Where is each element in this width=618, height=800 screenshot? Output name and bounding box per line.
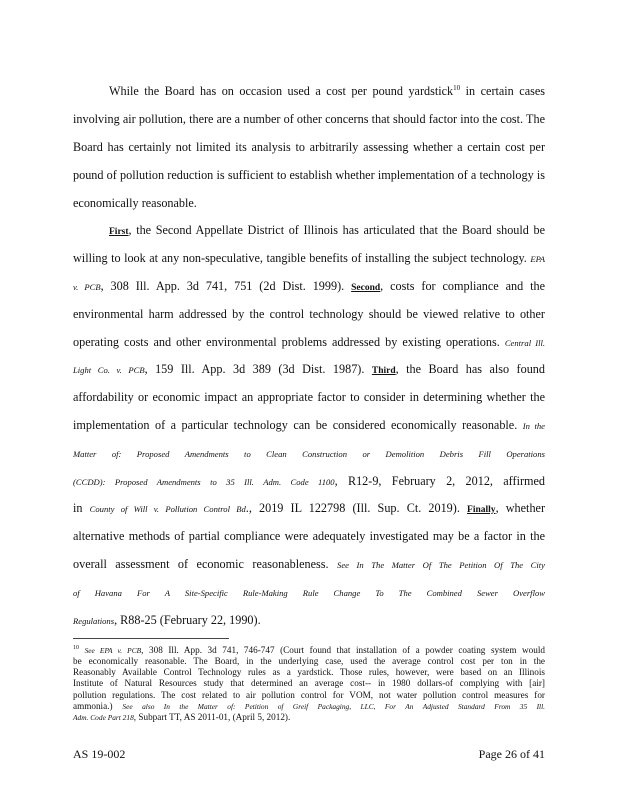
footnote-text: , 308 Ill. App. 3d 741, 746-747 (Court found that installation of a powder coating system would [141, 645, 546, 655]
body-text: overall assessment of economic reasonableness. [73, 557, 329, 571]
body-line [109, 223, 545, 239]
body-text: , whether [495, 501, 546, 515]
body-text: , the Second Appellate District of Illinois has articulated that the Board should be [128, 223, 545, 237]
case-citation: of Havana For A Site-Specific Rule-Making Rule Change To The Combined Sewer Overflow [73, 588, 545, 598]
footnote-line: Reasonably Available Control Technology rules as a yardstick. Those rules, however, were based on an Illinois [73, 667, 545, 677]
page-number: Page 26 of 41 [478, 747, 545, 761]
footnote-line [73, 645, 545, 656]
case-citation: In the [522, 421, 545, 431]
body-text: implementation of a particular technology can be considered economically reasonable. [73, 418, 518, 432]
body-line [73, 446, 545, 461]
body-line [73, 335, 545, 350]
body-text: , R12-9, February 2, 2012, affirmed [334, 474, 545, 488]
body-text: ., 2019 IL 122798 (Ill. Sup. Ct. 2019). [245, 501, 460, 515]
body-line: economically reasonable. [73, 196, 197, 210]
footnote-line: Institute of Natural Resources study that determined an average cost-- in 1980 dollars-of complying with [air] [73, 678, 545, 688]
docket-number: AS 19-002 [73, 747, 126, 761]
body-line: environmental harm addressed by the control technology should be viewed relative to other [73, 307, 545, 321]
body-text: , 159 Ill. App. 3d 389 (3d Dist. 1987). [144, 362, 365, 376]
case-citation: County of Will v. Pollution Control Bd [89, 504, 246, 514]
body-line [73, 585, 545, 600]
footnote-number: 10 [73, 644, 79, 651]
term-first: First [109, 227, 129, 237]
case-citation: Central Ill. [504, 338, 546, 348]
body-line [73, 279, 545, 295]
body-line: pound of pollution reduction is sufficient to establish whether implementation of a technology is [73, 168, 545, 182]
footnote-text: ammonia.) [73, 701, 113, 711]
body-line [73, 557, 545, 572]
body-line [73, 418, 545, 433]
body-text: While the Board has on occasion used a cost per pound yardstick [109, 84, 454, 98]
case-citation: v. PCB [73, 282, 101, 292]
body-line [73, 362, 545, 378]
case-citation: EPA [530, 254, 545, 264]
footnote-line [73, 701, 545, 712]
case-citation: See In The Matter Of The Petition Of The City [337, 560, 546, 570]
footnote-line: be economically reasonable. The Board, in the underlying case, used the average control cost per ton in the [73, 656, 545, 666]
footnote-text: , Subpart TT, AS 2011-01, (April 5, 2012). [133, 712, 291, 722]
body-line: alternative methods of partial compliance were adequately investigated may be a factor in the [73, 529, 545, 543]
body-line: affordability or economic impact an appropriate factor to consider in determining whether the [73, 390, 545, 404]
body-line [73, 501, 545, 517]
footnote-reference[interactable]: 10 [453, 83, 461, 92]
body-text: , costs for compliance and the [380, 279, 545, 293]
body-line [73, 251, 545, 266]
case-citation: (CCDD): Proposed Amendments to 35 Ill. Adm. Code 1100 [73, 477, 335, 487]
term-finally: Finally [467, 505, 496, 515]
term-third: Third [371, 366, 396, 376]
footnote-line [73, 712, 545, 723]
footnote-divider [73, 638, 229, 639]
body-text: , the Board has also found [395, 362, 545, 376]
body-line [73, 613, 545, 628]
body-text: in certain cases [460, 84, 545, 98]
body-line: involving air pollution, there are a number of other concerns that should factor into the cost. The [73, 112, 545, 126]
body-text: , 308 Ill. App. 3d 741, 751 (2d Dist. 1999). [100, 279, 345, 293]
case-citation: See EPA v. PCB [84, 646, 142, 655]
case-citation: Regulations [73, 616, 115, 626]
body-text: , R88-25 (February 22, 1990). [114, 613, 261, 627]
body-text: willing to look at any non-speculative, tangible benefits of installing the subject technology. [73, 251, 527, 265]
case-citation: Matter of: Proposed Amendments to Clean Construction or Demolition Debris Fill Operations [73, 449, 545, 459]
footnote-line: pollution regulations. The cost related to air pollution control for VOM, not water pollution control measures for [73, 690, 545, 700]
case-citation: Adm. Code Part 218 [73, 713, 134, 722]
case-citation: Light Co. v. PCB [73, 365, 145, 375]
body-line: Board has certainly not limited its analysis to arbitrarily assessing whether a certain cost per [73, 140, 545, 154]
body-line [73, 474, 545, 489]
body-text: operating costs and other environmental problems addressed by existing operations. [73, 335, 500, 349]
term-second: Second [351, 283, 381, 293]
body-text: in [73, 501, 83, 515]
case-citation: See also In the Matter of: Petition of Greif Packaging, LLC, For An Adjusted Standard From 35 Ill. [122, 702, 545, 711]
body-line [109, 84, 545, 98]
